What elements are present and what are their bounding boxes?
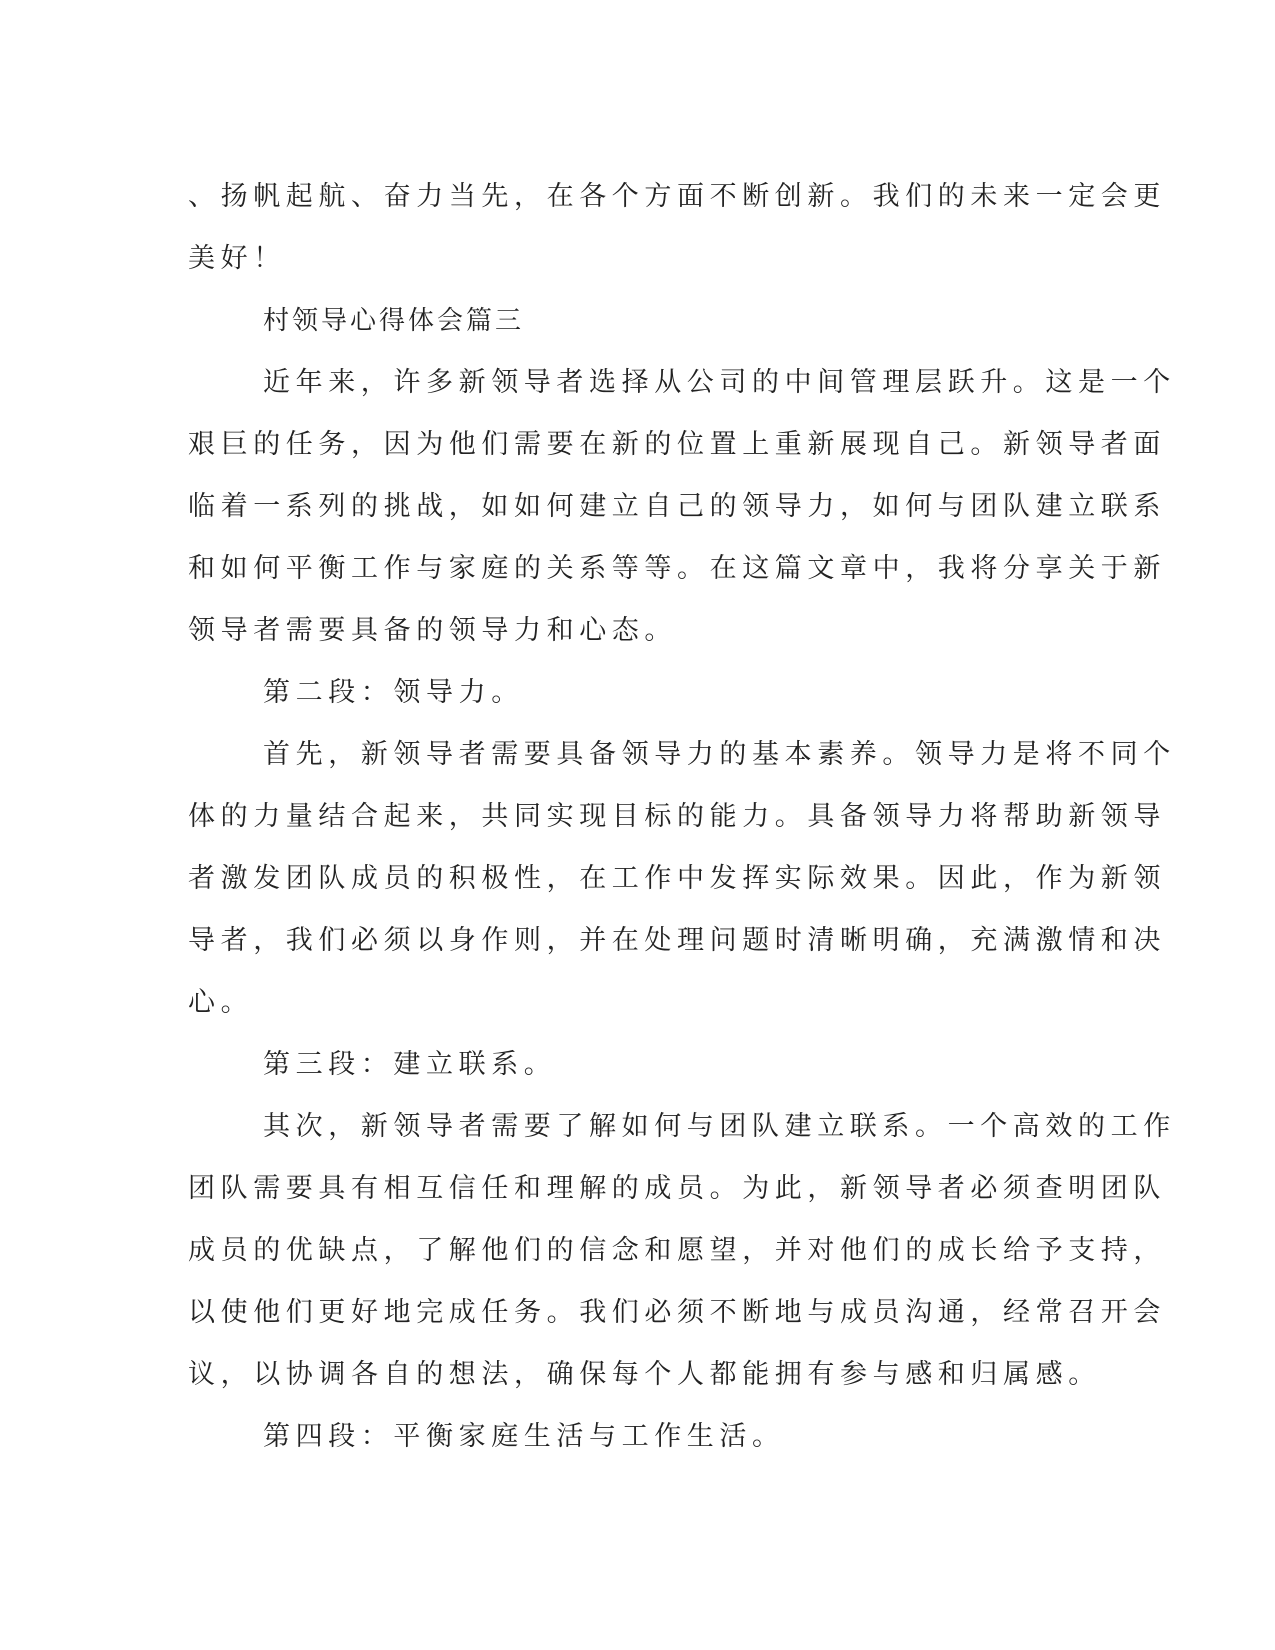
text-line: 其次，新领导者需要了解如何与团队建立联系。一个高效的工作 <box>263 1111 1176 1142</box>
text-line: 首先，新领导者需要具备领导力的基本素养。领导力是将不同个 <box>263 739 1176 770</box>
text-line: 领导者需要具备的领导力和心态。 <box>188 615 677 646</box>
text-line: 艰巨的任务，因为他们需要在新的位置上重新展现自己。新领导者面 <box>188 429 1166 460</box>
text-line: 、扬帆起航、奋力当先，在各个方面不断创新。我们的未来一定会更 <box>188 181 1166 212</box>
section-title: 村领导心得体会篇三 <box>263 306 525 336</box>
text-line: 团队需要具有相互信任和理解的成员。为此，新领导者必须查明团队 <box>188 1173 1166 1204</box>
paragraph-heading: 第三段：建立联系。 <box>263 1049 557 1080</box>
paragraph-heading: 第二段：领导力。 <box>263 677 524 708</box>
document-body <box>188 166 1176 1468</box>
text-line: 体的力量结合起来，共同实现目标的能力。具备领导力将帮助新领导 <box>188 801 1166 832</box>
text-line: 和如何平衡工作与家庭的关系等等。在这篇文章中，我将分享关于新 <box>188 553 1166 584</box>
text-line: 临着一系列的挑战，如如何建立自己的领导力，如何与团队建立联系 <box>188 491 1166 522</box>
text-line: 导者，我们必须以身作则，并在处理问题时清晰明确，充满激情和决 <box>188 925 1166 956</box>
text-line: 议，以协调各自的想法，确保每个人都能拥有参与感和归属感。 <box>188 1359 1101 1390</box>
text-line: 心。 <box>188 987 254 1018</box>
text-line: 者激发团队成员的积极性，在工作中发挥实际效果。因此，作为新领 <box>188 863 1166 894</box>
paragraph-heading: 第四段：平衡家庭生活与工作生活。 <box>263 1421 785 1452</box>
text-line: 以使他们更好地完成任务。我们必须不断地与成员沟通，经常召开会 <box>188 1297 1166 1328</box>
text-line: 近年来，许多新领导者选择从公司的中间管理层跃升。这是一个 <box>263 367 1176 398</box>
text-line: 美好！ <box>188 243 286 274</box>
text-line: 成员的优缺点，了解他们的信念和愿望，并对他们的成长给予支持， <box>188 1235 1166 1266</box>
